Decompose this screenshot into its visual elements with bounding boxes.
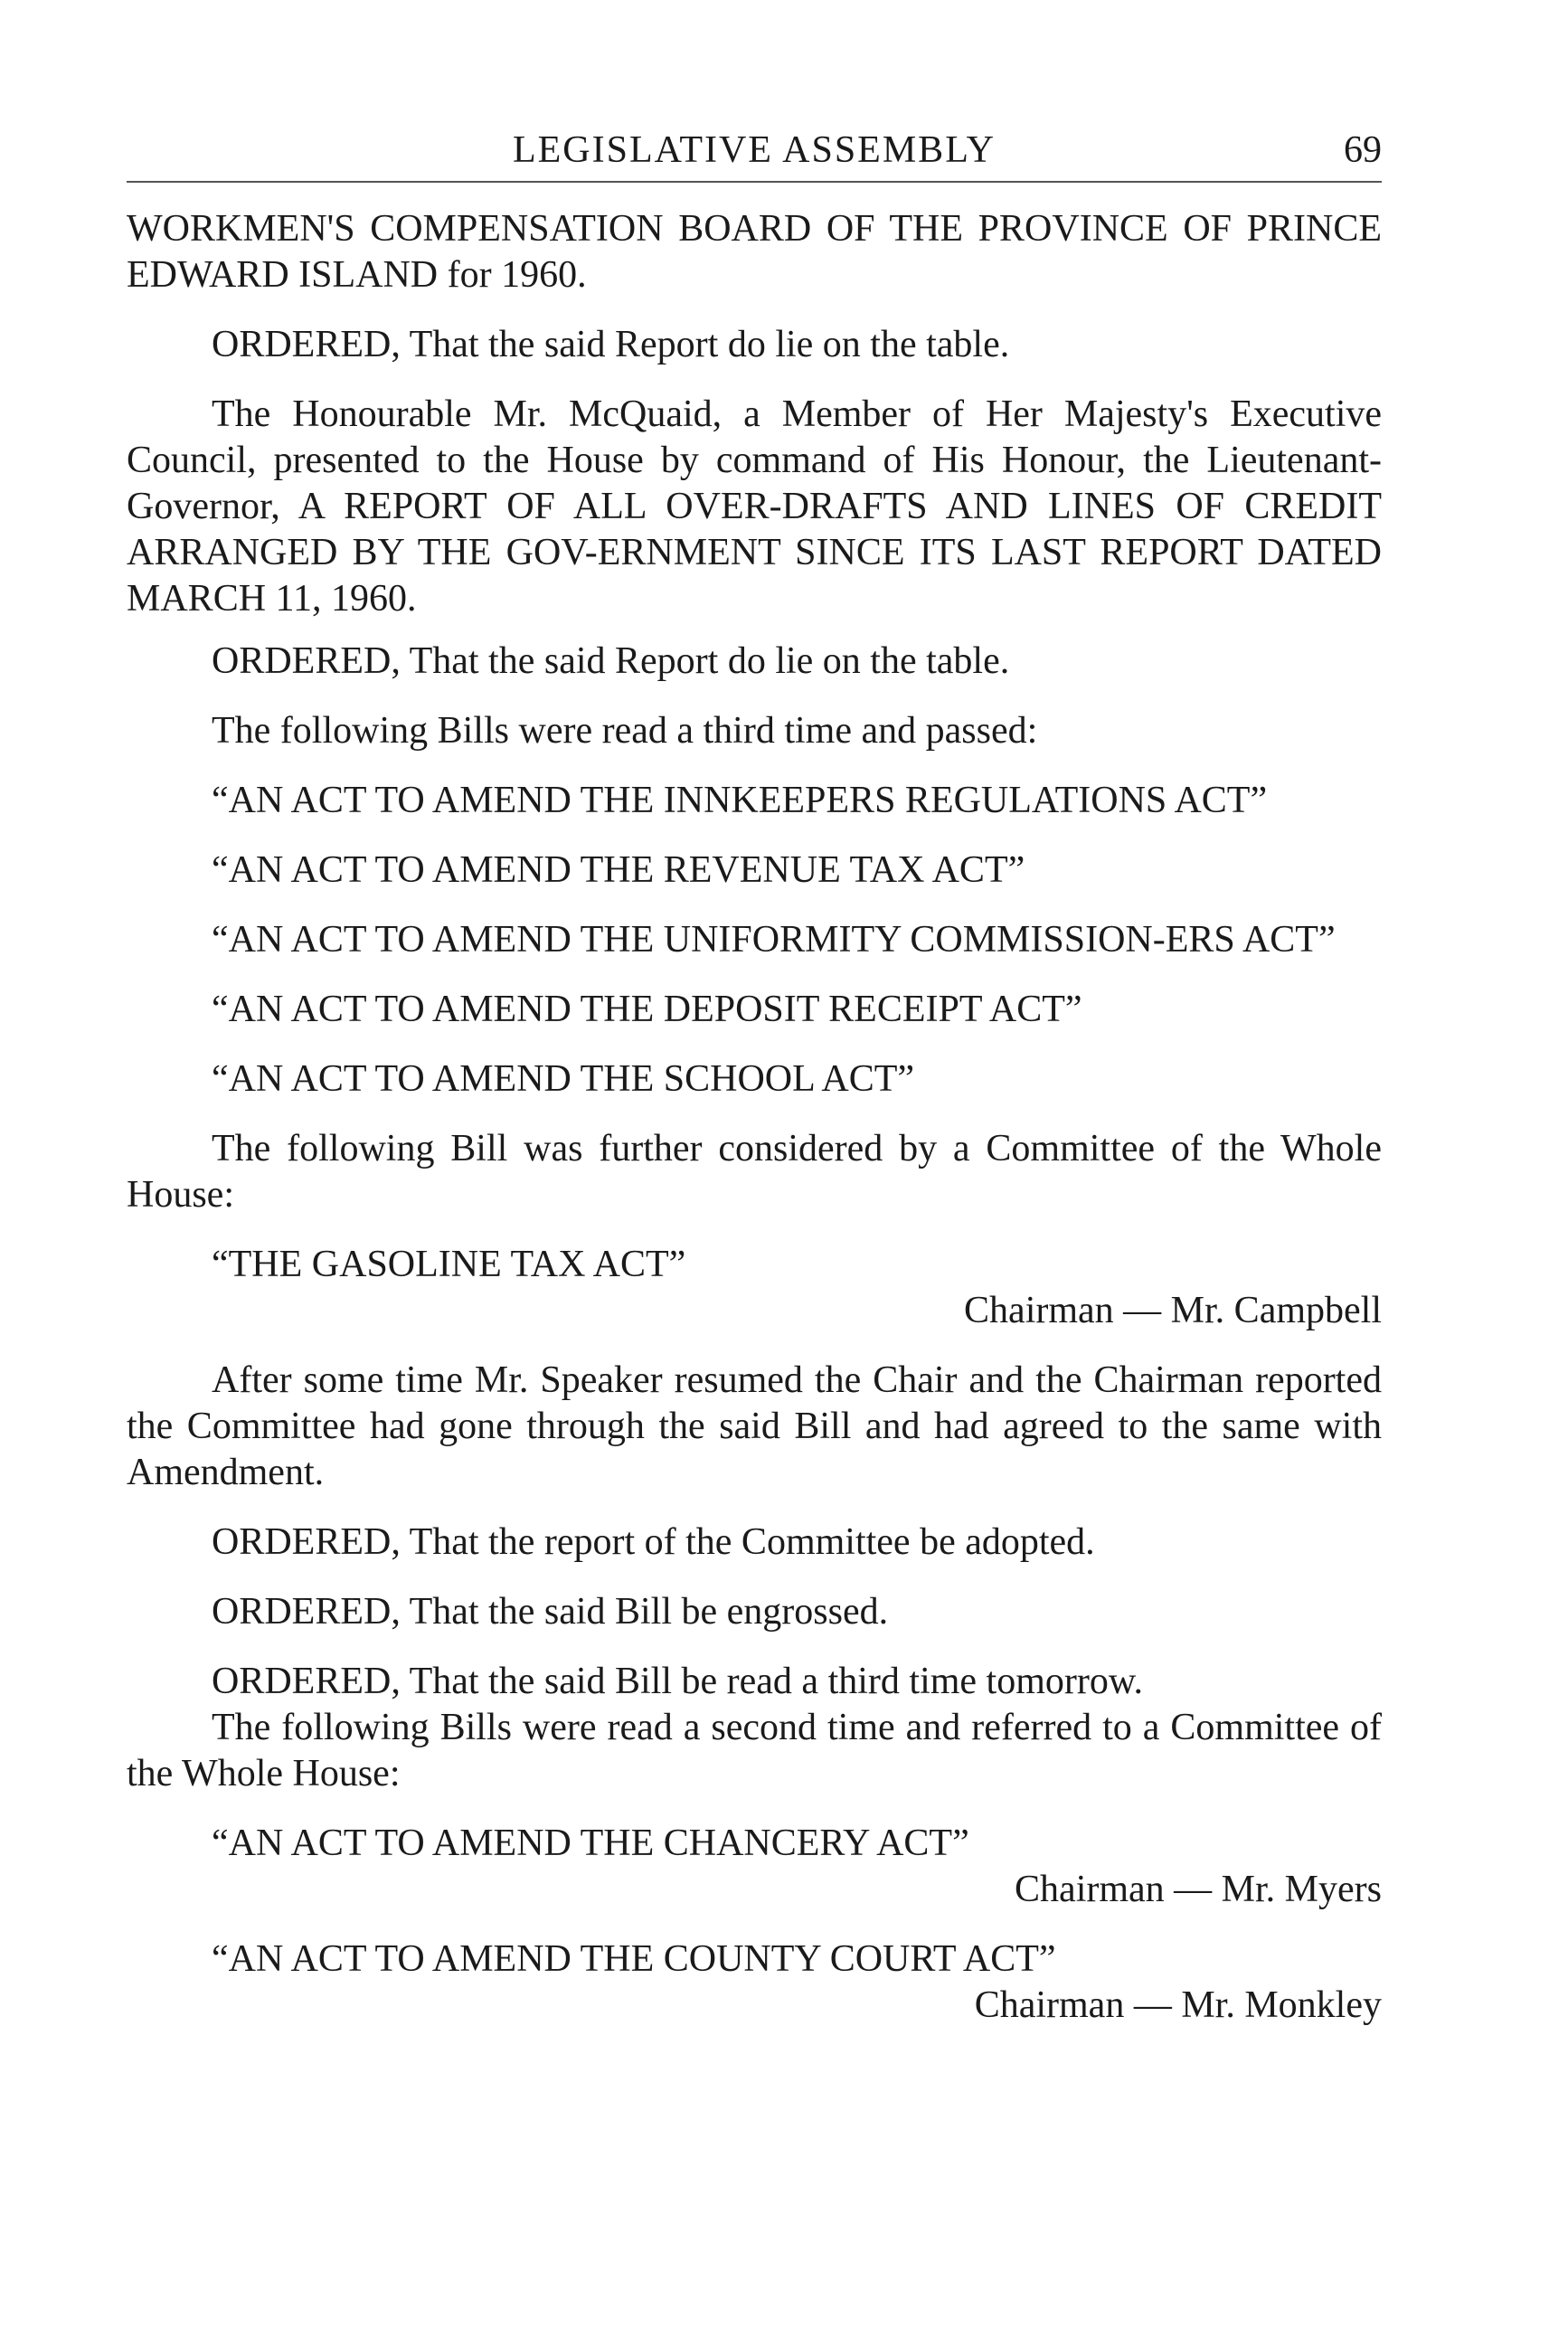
running-title: LEGISLATIVE ASSEMBLY <box>513 129 996 171</box>
ordered-paragraph: ORDERED, That the said Report do lie on the table. <box>212 324 1010 365</box>
bill-title: “AN ACT TO AMEND THE CHANCERY ACT” <box>212 1822 969 1864</box>
chairman-line: Chairman — Mr. Campbell <box>964 1290 1382 1331</box>
bill-title: “AN ACT TO AMEND THE SCHOOL ACT” <box>212 1058 915 1100</box>
page-body <box>127 206 1382 2029</box>
bill-title: “THE GASOLINE TAX ACT” <box>212 1244 686 1285</box>
page-number: 69 <box>1344 129 1382 171</box>
bill-title: “AN ACT TO AMEND THE UNIFORMITY COMMISSION-ERS ACT” <box>212 919 1336 961</box>
third-reading-intro: The following Bills were read a third time and passed: <box>212 710 1038 752</box>
ordered-paragraph: ORDERED, That the said Bill be read a third time tomorrow. <box>212 1661 1143 1702</box>
bill-title: “AN ACT TO AMEND THE INNKEEPERS REGULATIONS ACT” <box>212 780 1268 821</box>
second-reading-intro: The following Bills were read a second time and referred to a Committee of the Whole House: <box>127 1707 1382 1794</box>
ordered-paragraph: ORDERED, That the said Bill be engrossed. <box>212 1591 889 1633</box>
chairman-line: Chairman — Mr. Monkley <box>974 1984 1382 2026</box>
mcquaid-paragraph: The Honourable Mr. McQuaid, a Member of Her Majesty's Executive Council, presented to the House by command of His Honour, the Lieutenant-Governor, A REPORT OF ALL OVER-DRAFTS AND LINES OF CREDIT ARRANGED BY THE GOV-ERNMENT SINCE ITS LAST REPORT DATED MARCH 11, 1960. <box>127 393 1382 620</box>
ordered-paragraph: ORDERED, That the said Report do lie on the table. <box>212 640 1010 682</box>
bill-title: “AN ACT TO AMEND THE COUNTY COURT ACT” <box>212 1938 1056 1980</box>
bill-title: “AN ACT TO AMEND THE DEPOSIT RECEIPT ACT” <box>212 989 1082 1030</box>
speaker-paragraph: After some time Mr. Speaker resumed the Chair and the Chairman reported the Committee had gone through the said Bill and had agreed to the same with Amendment. <box>127 1359 1382 1493</box>
ordered-paragraph: ORDERED, That the report of the Committee be adopted. <box>212 1521 1095 1563</box>
bill-title: “AN ACT TO AMEND THE REVENUE TAX ACT” <box>212 849 1025 891</box>
heading-continuation: WORKMEN'S COMPENSATION BOARD OF THE PROVINCE OF PRINCE EDWARD ISLAND for 1960. <box>127 208 1382 296</box>
page-header <box>127 127 1382 183</box>
committee-intro: The following Bill was further considered by a Committee of the Whole House: <box>127 1128 1382 1216</box>
chairman-line: Chairman — Mr. Myers <box>1015 1869 1382 1910</box>
